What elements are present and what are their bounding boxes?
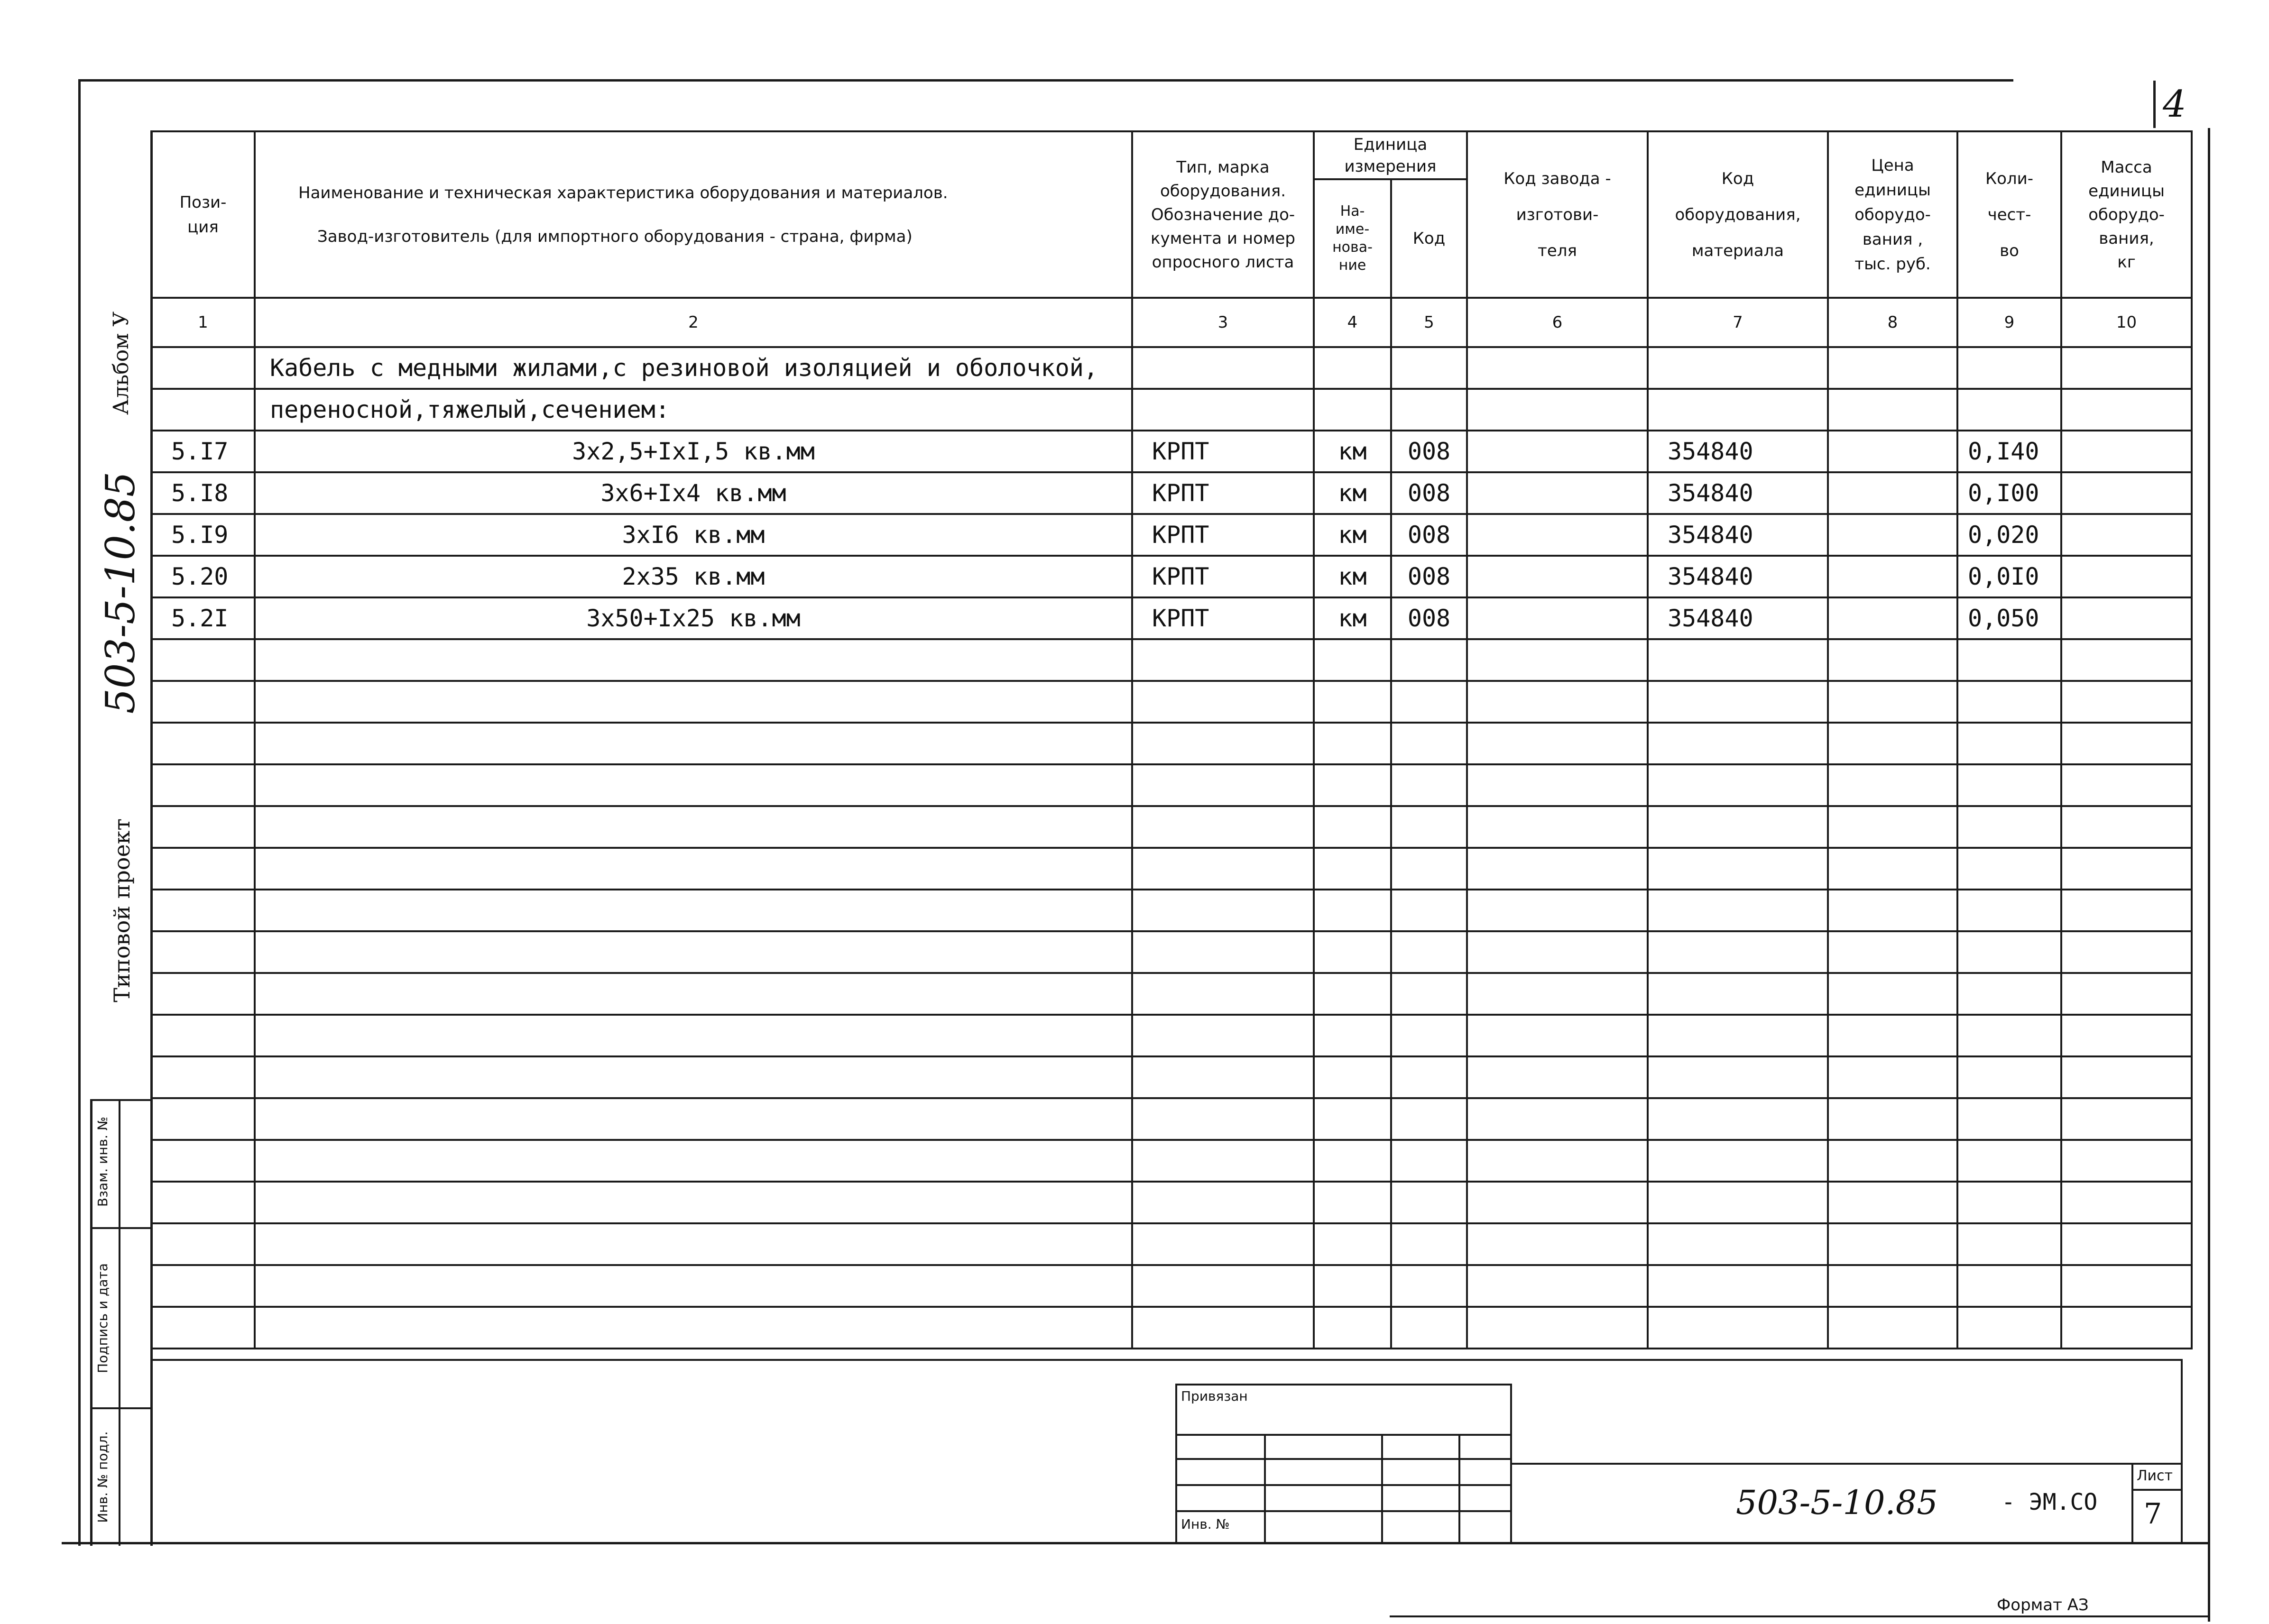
sheet-corner-mark: 4 bbox=[2163, 83, 2186, 126]
side-doc-code: 503-5-10.85 bbox=[97, 471, 144, 714]
colnum-2: 2 bbox=[255, 298, 1132, 347]
frame-corner-top bbox=[2153, 81, 2156, 128]
stamp-div1 bbox=[90, 1227, 152, 1229]
titleblock-top-line bbox=[150, 1359, 2183, 1361]
row-unit: км bbox=[1314, 556, 1391, 597]
header-factory-code: Код завода - изготови- теля bbox=[1467, 131, 1648, 298]
empty-row bbox=[151, 1223, 2192, 1265]
row-unit: км bbox=[1314, 514, 1391, 556]
row-equip-code: 354840 bbox=[1648, 431, 1828, 472]
header-name-line1: Наименование и техническая характеристика оборудования и материалов. bbox=[298, 183, 948, 202]
row-unit: км bbox=[1314, 472, 1391, 514]
privyazan-v3 bbox=[1458, 1434, 1460, 1544]
row-type: КРПТ bbox=[1132, 556, 1314, 597]
privyazan-v2 bbox=[1381, 1434, 1383, 1544]
row-unit-code: 008 bbox=[1391, 556, 1467, 597]
frame-bottom-right-line bbox=[1390, 1615, 2210, 1617]
header-name-line2: Завод-изготовитель (для импортного оборудования - страна, фирма) bbox=[317, 227, 913, 246]
specification-table bbox=[150, 130, 2193, 1349]
intro-text-1: Кабель с медными жилами,с резиновой изоляцией и оболочкой, bbox=[255, 347, 1132, 389]
row-type: КРПТ bbox=[1132, 431, 1314, 472]
row-equip-code: 354840 bbox=[1648, 556, 1828, 597]
row-name: 2x35 кв.мм bbox=[255, 556, 1132, 597]
header-equip-code: Код оборудования, материала bbox=[1648, 131, 1828, 298]
row-equip-code: 354840 bbox=[1648, 472, 1828, 514]
row-qty: 0,I40 bbox=[1957, 431, 2061, 472]
header-type: Тип, марка оборудования. Обозначение до- кумента и номер опросного листа bbox=[1132, 131, 1314, 298]
table-row bbox=[151, 556, 2192, 597]
empty-row bbox=[151, 1265, 2192, 1307]
privyazan-h1 bbox=[1175, 1434, 1512, 1436]
intro-row-1 bbox=[151, 347, 2192, 389]
empty-row bbox=[151, 973, 2192, 1015]
row-pos: 5.2I bbox=[151, 597, 255, 639]
table-row bbox=[151, 431, 2192, 472]
row-qty: 0,020 bbox=[1957, 514, 2061, 556]
empty-row bbox=[151, 848, 2192, 890]
album-label: Альбом У bbox=[109, 311, 133, 415]
row-pos: 5.I9 bbox=[151, 514, 255, 556]
row-type: КРПТ bbox=[1132, 597, 1314, 639]
colnum-6: 6 bbox=[1467, 298, 1648, 347]
empty-row bbox=[151, 931, 2192, 973]
empty-row bbox=[151, 723, 2192, 764]
privyazan-h2 bbox=[1175, 1458, 1512, 1460]
row-name: 3x50+Ix25 кв.мм bbox=[255, 597, 1132, 639]
header-unit: Единица измерения bbox=[1314, 131, 1467, 179]
empty-row bbox=[151, 890, 2192, 931]
empty-row bbox=[151, 639, 2192, 681]
table-row bbox=[151, 597, 2192, 639]
header-unit-name: На- име- нова- ние bbox=[1314, 179, 1391, 298]
row-type: КРПТ bbox=[1132, 514, 1314, 556]
table-row bbox=[151, 514, 2192, 556]
stamp-div2 bbox=[90, 1407, 152, 1409]
row-pos: 5.20 bbox=[151, 556, 255, 597]
sheet-box-mid bbox=[2131, 1489, 2183, 1491]
header-pos: Пози- ция bbox=[151, 131, 255, 298]
stamp-label-signature: Подпись и дата bbox=[95, 1263, 111, 1373]
colnum-1: 1 bbox=[151, 298, 255, 347]
empty-row bbox=[151, 806, 2192, 848]
empty-row bbox=[151, 1098, 2192, 1140]
empty-row bbox=[151, 1182, 2192, 1223]
empty-row bbox=[151, 764, 2192, 806]
project-type-label: Типовой проект bbox=[109, 818, 135, 1002]
empty-row bbox=[151, 1015, 2192, 1056]
privyazan-left bbox=[1175, 1384, 1177, 1544]
privyazan-label: Привязан bbox=[1181, 1388, 1248, 1404]
stamp-label-inventory: Инв. № подл. bbox=[95, 1431, 111, 1523]
empty-row bbox=[151, 681, 2192, 723]
intro-text-2: переносной,тяжелый,сечением: bbox=[255, 389, 1132, 431]
frame-top-line bbox=[78, 79, 2013, 82]
intro-row-2 bbox=[151, 389, 2192, 431]
empty-row bbox=[151, 1056, 2192, 1098]
header-unit-code: Код bbox=[1391, 179, 1467, 298]
header-price: Цена единицы оборудо- вания , тыс. руб. bbox=[1828, 131, 1957, 298]
docnum-top-line bbox=[1512, 1463, 2183, 1465]
sheet-box-left bbox=[2131, 1463, 2133, 1544]
stamp-label-replace: Взам. инв. № bbox=[95, 1116, 111, 1207]
row-name: 3x2,5+IxI,5 кв.мм bbox=[255, 431, 1132, 472]
row-unit: км bbox=[1314, 431, 1391, 472]
titleblock-right-line bbox=[2181, 1359, 2183, 1544]
row-unit-code: 008 bbox=[1391, 597, 1467, 639]
row-equip-code: 354840 bbox=[1648, 597, 1828, 639]
header-row-1 bbox=[151, 131, 2192, 179]
doc-code: 503-5-10.85 bbox=[1736, 1483, 1938, 1522]
colnum-4: 4 bbox=[1314, 298, 1391, 347]
privyazan-h4 bbox=[1175, 1510, 1512, 1512]
row-unit: км bbox=[1314, 597, 1391, 639]
privyazan-v1 bbox=[1264, 1434, 1266, 1544]
header-qty: Коли- чест- во bbox=[1957, 131, 2061, 298]
colnum-9: 9 bbox=[1957, 298, 2061, 347]
header-mass: Масса единицы оборудо- вания, кг bbox=[2061, 131, 2192, 298]
row-pos: 5.I8 bbox=[151, 472, 255, 514]
stamp-mid-line bbox=[119, 1099, 120, 1546]
row-qty: 0,I00 bbox=[1957, 472, 2061, 514]
sheet-number: 7 bbox=[2144, 1497, 2162, 1531]
header-name bbox=[255, 131, 1132, 298]
frame-left-line bbox=[78, 79, 81, 1546]
sheet-label: Лист bbox=[2137, 1468, 2173, 1484]
row-qty: 0,0I0 bbox=[1957, 556, 2061, 597]
row-qty: 0,050 bbox=[1957, 597, 2061, 639]
empty-row bbox=[151, 1140, 2192, 1182]
colnum-7: 7 bbox=[1648, 298, 1828, 347]
empty-row bbox=[151, 1307, 2192, 1349]
doc-suffix: - ЭМ.СО bbox=[2002, 1489, 2098, 1515]
inv-no-label: Инв. № bbox=[1181, 1516, 1230, 1532]
row-unit-code: 008 bbox=[1391, 472, 1467, 514]
frame-right-line bbox=[2208, 128, 2210, 1622]
format-label: Формат АЗ bbox=[1997, 1596, 2089, 1615]
column-numbers-row bbox=[151, 298, 2192, 347]
privyazan-h3 bbox=[1175, 1484, 1512, 1486]
colnum-5: 5 bbox=[1391, 298, 1467, 347]
row-name: 3x6+Ix4 кв.мм bbox=[255, 472, 1132, 514]
colnum-3: 3 bbox=[1132, 298, 1314, 347]
privyazan-top bbox=[1175, 1384, 1512, 1385]
row-pos: 5.I7 bbox=[151, 431, 255, 472]
colnum-8: 8 bbox=[1828, 298, 1957, 347]
stamp-left-line bbox=[90, 1099, 92, 1546]
row-unit-code: 008 bbox=[1391, 431, 1467, 472]
row-name: 3xI6 кв.мм bbox=[255, 514, 1132, 556]
row-type: КРПТ bbox=[1132, 472, 1314, 514]
table-row bbox=[151, 472, 2192, 514]
colnum-10: 10 bbox=[2061, 298, 2192, 347]
row-equip-code: 354840 bbox=[1648, 514, 1828, 556]
row-unit-code: 008 bbox=[1391, 514, 1467, 556]
frame-bottom-line bbox=[62, 1542, 2210, 1544]
